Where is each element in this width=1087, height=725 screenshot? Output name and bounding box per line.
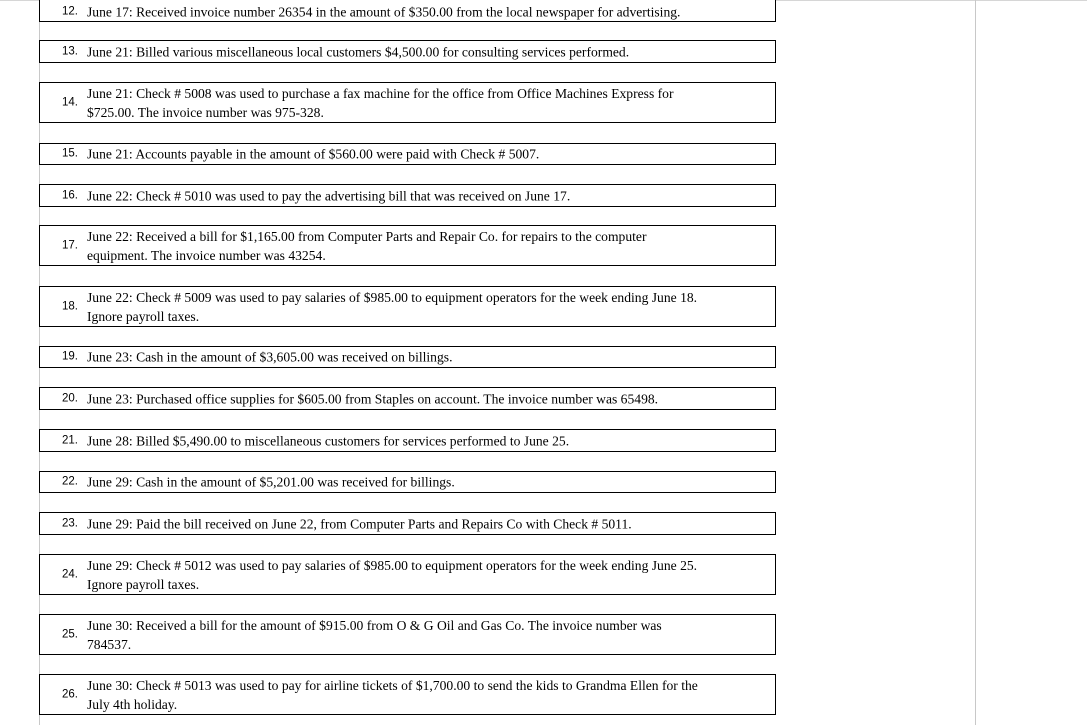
- item-text: June 28: Billed $5,490.00 to miscellaneous customers for services performed to June 25.: [87, 433, 570, 448]
- transaction-item-19: [39, 346, 776, 368]
- item-number: 19.: [62, 350, 78, 363]
- item-text-line-1: June 30: Received a bill for the amount of $915.00 from O & G Oil and Gas Co. The invoice number was: [87, 617, 662, 633]
- transaction-item-17: [39, 225, 776, 266]
- transaction-item-20: [39, 387, 776, 410]
- item-number: 18.: [62, 299, 78, 312]
- item-text: [87, 556, 771, 594]
- item-text-line-2: equipment. The invoice number was 43254.: [87, 247, 326, 263]
- item-text-line-2: Ignore payroll taxes.: [87, 576, 200, 592]
- transaction-item-18: [39, 286, 776, 327]
- item-text-line-1: June 21: Check # 5008 was used to purchase a fax machine for the office from Office Machines Express for: [87, 85, 674, 101]
- item-text: June 21: Billed various miscellaneous local customers $4,500.00 for consulting services performed.: [87, 44, 630, 59]
- item-text: June 17: Received invoice number 26354 in the amount of $350.00 from the local newspaper for advertising.: [87, 4, 681, 20]
- item-text: [87, 227, 771, 265]
- item-number: 15.: [62, 147, 78, 160]
- item-number: 22.: [62, 475, 78, 488]
- item-number: 26.: [62, 687, 78, 700]
- item-number: 24.: [62, 567, 78, 580]
- item-text: June 21: Accounts payable in the amount of $560.00 were paid with Check # 5007.: [87, 146, 540, 162]
- item-text: [87, 84, 771, 122]
- item-text: June 23: Cash in the amount of $3,605.00 was received on billings.: [87, 349, 453, 365]
- item-text-line-1: June 30: Check # 5013 was used to pay for airline tickets of $1,700.00 to send the kids to Grandma Ellen for the: [87, 677, 698, 693]
- item-number: 16.: [62, 188, 78, 201]
- transaction-item-26: [39, 674, 776, 715]
- item-number: 25.: [62, 627, 78, 640]
- transaction-item-13: [39, 40, 776, 63]
- transaction-item-12: [39, 0, 776, 22]
- item-text: [87, 676, 771, 714]
- item-text-line-1: June 22: Received a bill for $1,165.00 from Computer Parts and Repair Co. for repairs to the computer: [87, 228, 647, 244]
- item-text-line-1: June 22: Check # 5009 was used to pay salaries of $985.00 to equipment operators for the week ending June 18.: [87, 289, 698, 305]
- grid-line-right: [975, 0, 976, 725]
- item-text-line-2: $725.00. The invoice number was 975-328.: [87, 104, 324, 120]
- item-text: [87, 288, 771, 326]
- item-text: June 22: Check # 5010 was used to pay the advertising bill that was received on June 17.: [87, 188, 571, 203]
- transaction-item-25: [39, 614, 776, 655]
- item-text-line-2: July 4th holiday.: [87, 696, 178, 712]
- transaction-item-24: [39, 554, 776, 595]
- item-number: 21.: [62, 433, 78, 446]
- item-number: 17.: [62, 238, 78, 251]
- transaction-item-23: [39, 512, 776, 535]
- transaction-item-15: [39, 143, 776, 165]
- transaction-item-16: [39, 184, 776, 207]
- item-number: 23.: [62, 516, 78, 529]
- item-text: [87, 616, 771, 654]
- item-number: 12.: [62, 5, 78, 18]
- item-number: 14.: [62, 95, 78, 108]
- transaction-item-22: [39, 471, 776, 493]
- item-text-line-1: June 29: Check # 5012 was used to pay salaries of $985.00 to equipment operators for the week ending June 25.: [87, 557, 698, 573]
- item-text: June 29: Paid the bill received on June 22, from Computer Parts and Repairs Co with Check # 5011.: [87, 516, 632, 531]
- item-number: 13.: [62, 44, 78, 57]
- item-text-line-2: 784537.: [87, 636, 132, 652]
- item-number: 20.: [62, 391, 78, 404]
- item-text-line-2: Ignore payroll taxes.: [87, 308, 200, 324]
- item-text: June 29: Cash in the amount of $5,201.00 was received for billings.: [87, 474, 455, 490]
- transaction-item-21: [39, 429, 776, 452]
- item-text: June 23: Purchased office supplies for $605.00 from Staples on account. The invoice number was 65498.: [87, 391, 659, 406]
- transaction-item-14: [39, 82, 776, 123]
